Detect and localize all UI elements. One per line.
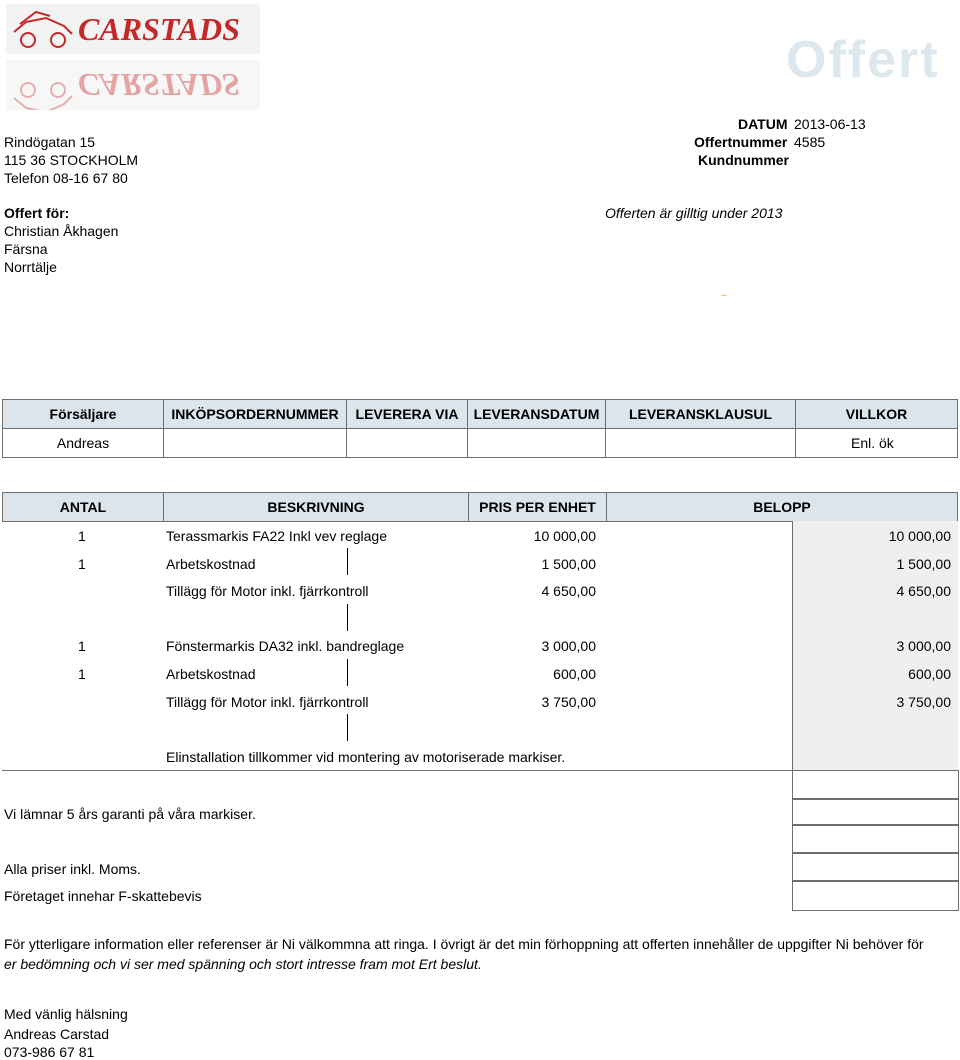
customer-place: Färsna <box>4 241 48 257</box>
info-line-1: För ytterligare information eller referenser är Ni välkommna att ringa. I övrigt är det min förhoppning att offerten innehåller de uppgifter Ni behöver för <box>4 936 924 952</box>
row2-qty: 1 <box>78 556 86 572</box>
row5-price: 600,00 <box>553 666 596 682</box>
company-city: 115 36 STOCKHOLM <box>4 152 139 168</box>
offer-for-label: Offert för: <box>4 205 70 221</box>
offertnummer-value: 4585 <box>794 134 826 150</box>
row1-amount: 10 000,00 <box>888 528 951 544</box>
svg-text:CARSTADS: CARSTADS <box>78 67 240 103</box>
svg-text:CARSTADS: CARSTADS <box>78 11 240 47</box>
items-header-row <box>3 493 958 522</box>
header-delivery-clause: LEVERANSKLAUSUL <box>606 400 796 429</box>
row5-desc: Arbetskostnad <box>166 666 256 682</box>
company-phone: Telefon 08-16 67 80 <box>4 170 128 186</box>
row5-amount: 600,00 <box>908 666 951 682</box>
row6-desc: Tillägg för Motor inkl. fjärrkontroll <box>166 694 369 710</box>
small-mark: – <box>721 290 727 301</box>
datum-value: 2013-06-13 <box>794 116 866 132</box>
ship-via-value <box>347 429 468 458</box>
row4-price: 3 000,00 <box>541 638 596 654</box>
carstads-logo <box>6 4 260 110</box>
row3-price: 4 650,00 <box>541 583 596 599</box>
row5-qty: 1 <box>78 666 86 682</box>
document-title: Offert <box>786 31 940 89</box>
row1-qty: 1 <box>78 528 86 544</box>
separator <box>347 548 348 575</box>
sales-table <box>2 399 958 458</box>
row2-price: 1 500,00 <box>541 556 596 572</box>
header-seller: Försäljare <box>3 400 164 429</box>
row2-desc: Arbetskostnad <box>166 556 256 572</box>
items-header <box>2 492 958 522</box>
datum-label: DATUM <box>738 116 788 132</box>
sales-data-row <box>3 429 958 458</box>
header-ship-via: LEVERERA VIA <box>347 400 468 429</box>
row4-amount: 3 000,00 <box>896 638 951 654</box>
header-amount: BELOPP <box>607 493 958 522</box>
company-street: Rindögatan 15 <box>4 134 96 150</box>
signature-greeting: Med vänlig hälsning <box>4 1006 128 1022</box>
customer-name: Christian Åkhagen <box>4 223 119 239</box>
header-qty: ANTAL <box>3 493 164 522</box>
row4-qty: 1 <box>78 638 86 654</box>
row6-amount: 3 750,00 <box>896 694 951 710</box>
kundnummer-label: Kundnummer <box>698 152 789 168</box>
separator <box>347 659 348 686</box>
vat-note: Alla priser inkl. Moms. <box>4 861 141 877</box>
delivery-clause-value <box>606 429 796 458</box>
signature-phone: 073-986 67 81 <box>4 1044 95 1060</box>
row4-desc: Fönstermarkis DA32 inkl. bandreglage <box>166 638 405 654</box>
po-number-value <box>164 429 347 458</box>
separator <box>347 714 348 741</box>
installation-note: Elinstallation tillkommer vid montering av motoriserade markiser. <box>166 749 566 765</box>
terms-text: Enl. ök <box>851 435 894 451</box>
header-unit-price: PRIS PER ENHET <box>469 493 607 522</box>
header-delivery-date: LEVERANSDATUM <box>468 400 606 429</box>
header-terms: VILLKOR <box>796 400 958 429</box>
header-po-number: INKÖPSORDERNUMMER <box>164 400 347 429</box>
row2-amount: 1 500,00 <box>896 556 951 572</box>
seller-value: Andreas <box>3 429 164 458</box>
header-description: BESKRIVNING <box>164 493 469 522</box>
row3-amount: 4 650,00 <box>896 583 951 599</box>
validity-text: Offerten är gilltig under 2013 <box>605 205 783 221</box>
separator <box>347 604 348 631</box>
items-bottom-line <box>2 770 792 771</box>
total-box <box>792 853 959 881</box>
offertnummer-label: Offertnummer <box>694 134 788 150</box>
customer-city: Norrtälje <box>4 259 57 275</box>
ftax-note: Företaget innehar F-skattebevis <box>4 888 202 904</box>
total-box <box>792 825 959 853</box>
total-box <box>792 770 959 799</box>
row3-desc: Tillägg för Motor inkl. fjärrkontroll <box>166 583 369 599</box>
delivery-date-value <box>468 429 606 458</box>
signature-name: Andreas Carstad <box>4 1026 110 1042</box>
row6-price: 3 750,00 <box>541 694 596 710</box>
row1-desc: Terassmarkis FA22 Inkl vev reglage <box>166 528 387 544</box>
total-box <box>792 799 959 825</box>
warranty-note: Vi lämnar 5 års garanti på våra markiser. <box>4 806 256 822</box>
row1-price: 10 000,00 <box>533 528 596 544</box>
sales-header-row <box>3 400 958 429</box>
total-box <box>792 881 959 911</box>
info-line-2: er bedömning och vi ser med spänning och stort intresse fram mot Ert beslut. <box>4 956 482 972</box>
